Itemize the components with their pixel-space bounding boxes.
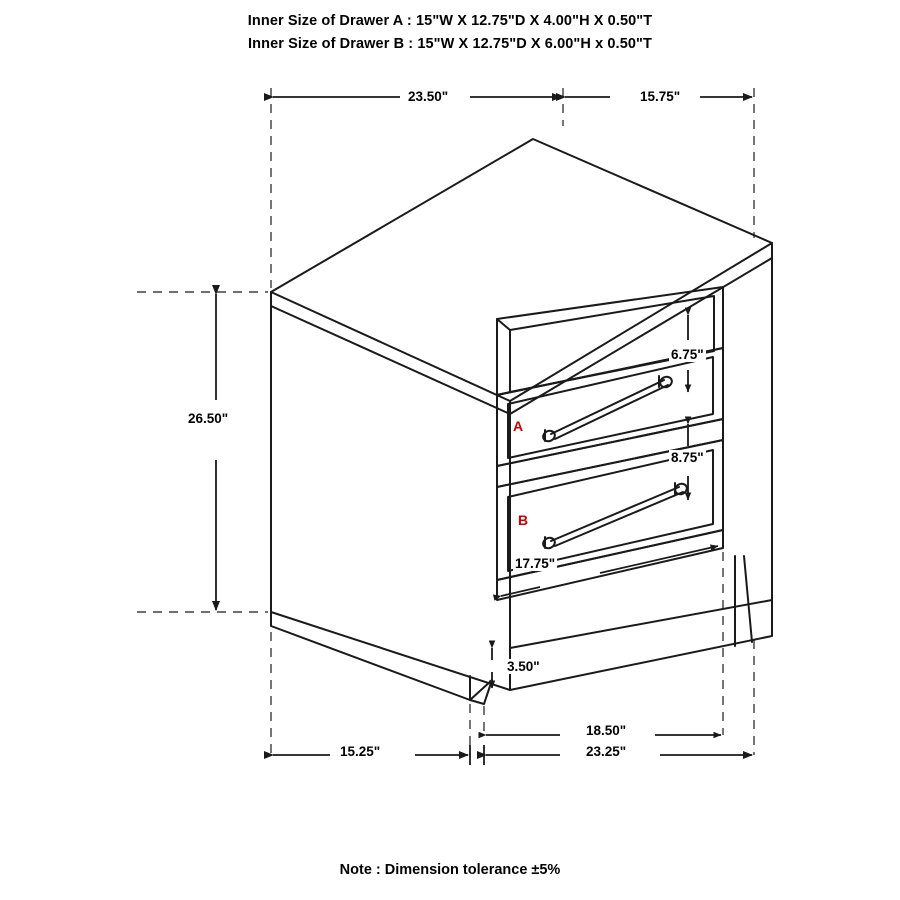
drawer-a-inner-size-text: Inner Size of Drawer A : 15"W X 12.75"D X 4.00"H X 0.50"T xyxy=(247,13,653,29)
dim-top-width: 23.50" xyxy=(408,89,449,104)
dim-drawer-a-height: 6.75" xyxy=(671,347,704,362)
drawer-a-tag: A xyxy=(513,418,524,434)
dim-drawer-b-height: 8.75" xyxy=(671,450,704,465)
tolerance-note: Note : Dimension tolerance ±5% xyxy=(339,862,561,878)
dim-side-width: 15.25" xyxy=(340,744,381,759)
dim-top-depth: 15.75" xyxy=(640,89,681,104)
drawer-b-inner-size-text: Inner Size of Drawer B : 15"W X 12.75"D X 6.00"H x 0.50"T xyxy=(248,36,652,52)
dimension-lines xyxy=(216,97,752,765)
dim-base-total-width: 23.25" xyxy=(586,744,627,759)
drawer-b-tag: B xyxy=(518,512,529,528)
dim-base-front-width: 18.50" xyxy=(586,723,627,738)
dim-leg-height: 3.50" xyxy=(507,659,540,674)
dim-drawer-front-width: 17.75" xyxy=(515,556,556,571)
dim-overall-height: 26.50" xyxy=(188,411,229,426)
